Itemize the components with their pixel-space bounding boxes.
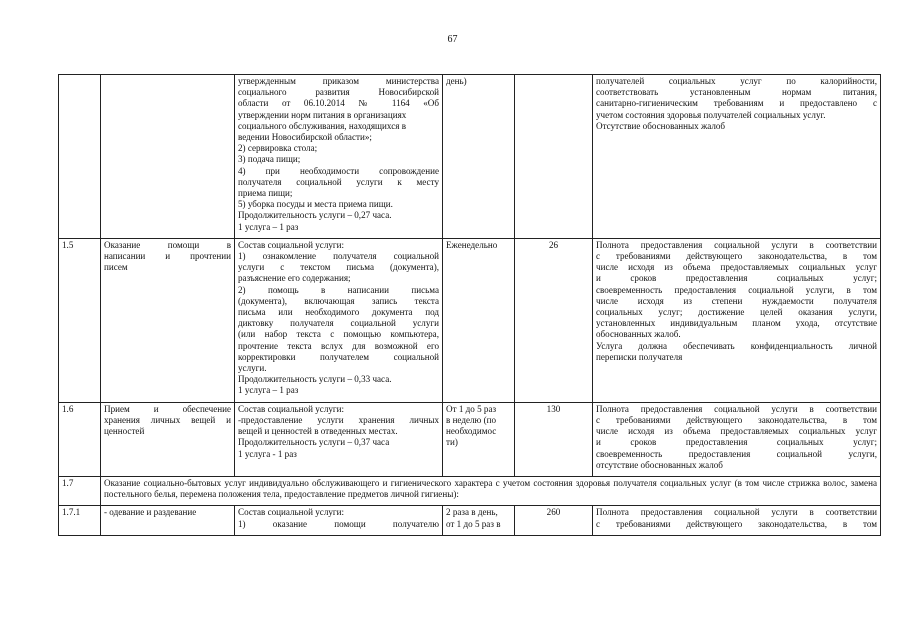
text-line: переписки получателя [596, 351, 683, 362]
service-name-cell [101, 75, 235, 239]
table-row [59, 506, 881, 535]
text-line: От 1 до 5 раз [446, 403, 497, 414]
service-content-cell [235, 75, 443, 239]
text-line: 2 раза в день, [446, 507, 498, 518]
table-row [59, 402, 881, 476]
services-table-body [59, 75, 881, 536]
text-line: Продолжительность услуги – 0,33 часа. [238, 374, 392, 385]
text-line: 1 услуга - 1 раз [238, 448, 297, 459]
text-line: социальных услуг; достижение целей оказания услуги, [596, 307, 877, 318]
section-heading-cell: Оказание социально-бытовых услуг индивидуально обслуживающего и гигиенического характера с учетом состояния здоровья получателя социальных услуг (в том числе стрижка волос, замена постельного белья, перемена положения тела, предоставление предметов личной гигиены): [101, 476, 881, 505]
text-line: социального обслуживания, находящихся в [238, 120, 406, 131]
text-line: 2) сервировка стола; [238, 143, 318, 154]
quantity-cell [515, 75, 593, 239]
text-line: Отсутствие обоснованных жалоб [596, 120, 726, 131]
text-line: и сроков предоставления социальных услуг; [596, 437, 877, 448]
frequency-cell [443, 506, 515, 535]
text-line: Продолжительность услуги – 0,27 часа. [238, 210, 392, 221]
text-line: своевременность предоставления социальной услуги, [596, 448, 877, 459]
text-line: Еженедельно [446, 239, 498, 250]
text-line: 1) ознакомление получателя социальной [238, 251, 439, 262]
text-line: Состав социальной услуги: [238, 239, 345, 250]
table-row [59, 238, 881, 402]
text-line: Состав социальной услуги: [238, 507, 345, 518]
frequency-cell [443, 75, 515, 239]
service-content-cell [235, 402, 443, 476]
service-content-cell [235, 238, 443, 402]
service-content-cell [235, 506, 443, 535]
page-number: 67 [447, 34, 458, 45]
services-table [58, 74, 881, 536]
text-line: ведении Новосибирской области»; [238, 132, 372, 143]
quality-criteria-cell [593, 402, 881, 476]
quality-criteria-cell [593, 238, 881, 402]
text-line: в неделю (по [446, 414, 497, 425]
text-line: своевременность предоставления социальной услуги, в том [596, 284, 877, 295]
text-line: 1 услуга – 1 раз [238, 221, 299, 232]
text-line: Услуга должна обеспечивать конфиденциальность личной [596, 340, 877, 351]
text-line: разъяснение его содержания; [238, 273, 351, 284]
text-line: получателя социальной услуги к месту [238, 176, 439, 187]
text-line: услуги. [238, 363, 267, 374]
text-line: 1 услуга – 1 раз [238, 385, 299, 396]
text-line: (документа), включающая запись текста [238, 295, 439, 306]
text-line: 5) уборка посуды и места приема пищи. [238, 199, 393, 210]
text-line: числе исходя из объема предоставляемых социальных услуг [596, 426, 877, 437]
text-line: хранения личных вещей и [104, 414, 231, 425]
text-line: день) [446, 76, 467, 86]
text-line: соответствовать установленным нормам питания, [596, 87, 877, 98]
text-line: 2) помощь в написании письма [238, 284, 439, 295]
text-line: Оказание помощи в [104, 239, 231, 250]
text-line: учетом состояния здоровья получателей социальных услуг. [596, 109, 826, 120]
text-line: с требованиями действующего законодательства, в том [596, 414, 877, 425]
text-line: Прием и обеспечение [104, 403, 231, 414]
text-line: социального развития Новосибирской [238, 87, 439, 98]
quantity-cell: 260 [515, 506, 593, 535]
text-line: получателей социальных услуг по калорийности, [596, 76, 877, 86]
frequency-cell [443, 402, 515, 476]
service-name-cell: - одевание и раздевание [101, 506, 235, 535]
text-line: с требованиями действующего законодательства, в том [596, 518, 877, 529]
row-number-cell: 1.7.1 [59, 506, 101, 535]
text-line: прочтение текста вслух для возможной его [238, 340, 439, 351]
text-line: писем [104, 262, 128, 273]
quantity-cell: 26 [515, 238, 593, 402]
text-line: 1) оказание помощи получателю [238, 518, 439, 529]
text-line: санитарно-гигиеническим требованиям и предоставлено с [596, 98, 877, 109]
row-number-cell: 1.6 [59, 402, 101, 476]
text-line: услуги с текстом письма (документа), [238, 262, 439, 273]
table-row [59, 75, 881, 239]
row-number-cell [59, 75, 101, 239]
text-line: 3) подача пищи; [238, 154, 301, 165]
text-line: утвержденным приказом министерства [238, 76, 439, 86]
text-line: установленных индивидуальным планом ухода, отсутствие [596, 318, 877, 329]
text-line: области от 06.10.2014 № 1164 «Об [238, 98, 439, 109]
text-line: необходимос [446, 426, 497, 437]
text-line: Продолжительность услуги – 0,37 часа [238, 437, 390, 448]
text-line: Полнота предоставления социальной услуги в соответствии [596, 403, 877, 414]
text-line: корректировки получателем социальной [238, 351, 439, 362]
section-row-1-7 [59, 476, 881, 505]
text-line: и сроков предоставления социальных услуг; [596, 273, 877, 284]
text-line: Состав социальной услуги: [238, 403, 345, 414]
service-name-cell [101, 238, 235, 402]
text-line: числе исходя из объема предоставляемых социальных услуг [596, 262, 877, 273]
text-line: числе исходя из степени нуждаемости получателя [596, 295, 877, 306]
text-line: Полнота предоставления социальной услуги в соответствии [596, 507, 877, 518]
quality-criteria-cell [593, 506, 881, 535]
quantity-cell: 130 [515, 402, 593, 476]
text-line: от 1 до 5 раз в [446, 518, 501, 529]
text-line: ценностей [104, 426, 145, 437]
text-line: ти) [446, 437, 458, 448]
text-line: приема пищи; [238, 188, 293, 199]
frequency-cell [443, 238, 515, 402]
text-line: вещей и ценностей в отведенных местах. [238, 426, 398, 437]
text-line: Полнота предоставления социальной услуги в соответствии [596, 239, 877, 250]
text-line: (или набор текста с помощью компьютера, [238, 329, 439, 340]
text-line: отсутствие обоснованных жалоб [596, 459, 723, 470]
quality-criteria-cell [593, 75, 881, 239]
row-number-cell: 1.7 [59, 476, 101, 505]
text-line: с требованиями действующего законодательства, в том [596, 251, 877, 262]
text-line: написании и прочтении [104, 251, 231, 262]
text-line: 4) при необходимости сопровождение [238, 165, 439, 176]
text-line: письма или необходимого документа под [238, 307, 439, 318]
text-line: -предоставление услуги хранения личных [238, 414, 439, 425]
text-line: обоснованных жалоб. [596, 329, 681, 340]
service-name-cell [101, 402, 235, 476]
text-line: диктовку получателя социальной услуги [238, 318, 439, 329]
row-number-cell: 1.5 [59, 238, 101, 402]
text-line: утверждении норм питания в организациях [238, 109, 407, 120]
